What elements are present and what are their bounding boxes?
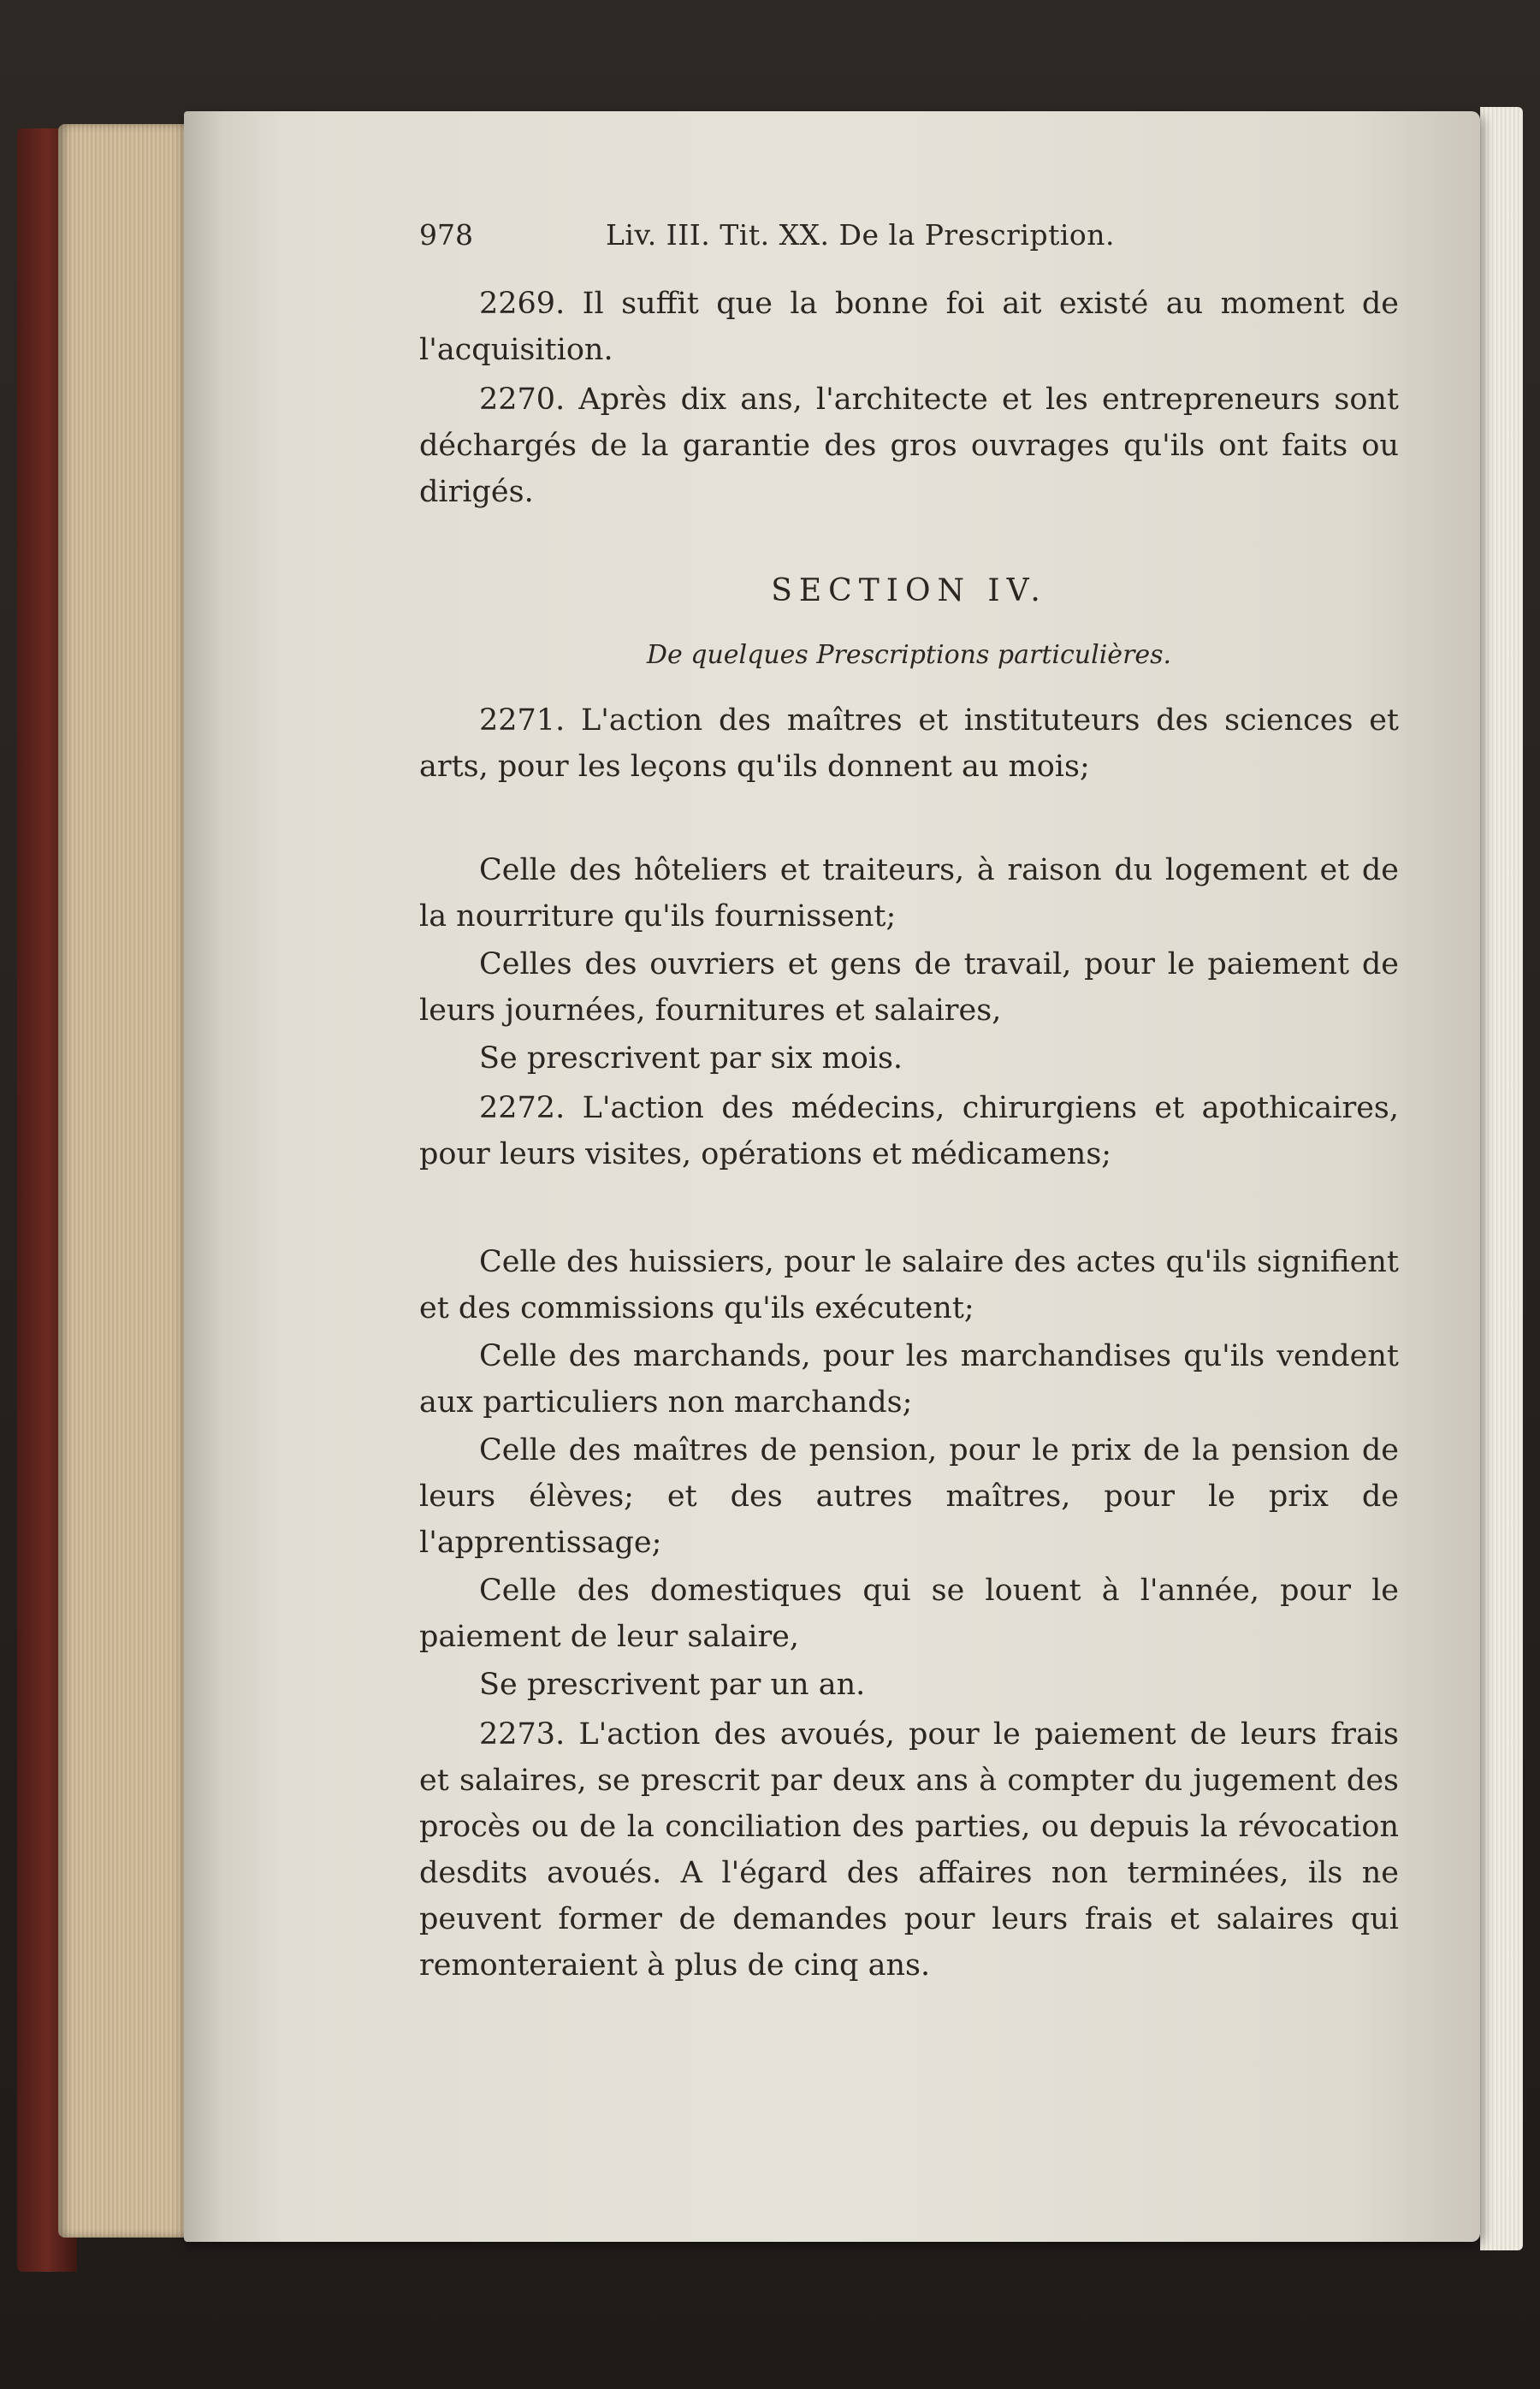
article-2273: 2273. L'action des avoués, pour le paiement de leurs frais et salaires, se prescrit par deux ans à compter du jugement des procès ou de la conciliation des parties, ou depuis la révocation desdits avoués. A l'égard des affaires non terminées, ils ne peuvent former de demandes pour leurs frais et salaires qui remonteraient à plus de cinq ans. [419,1717,1399,1983]
page-number: 978 [419,218,473,252]
article-2272-marchands: Celle des marchands, pour les marchandises qu'ils vendent aux particuliers non marchands; [419,1339,1399,1420]
article-2271-ouvriers: Celles des ouvriers et gens de travail, pour le paiement de leurs journées, fournitures et salaires, [419,947,1399,1028]
article-2269: 2269. Il suffit que la bonne foi ait existé au moment de l'acquisition. [419,287,1399,367]
right-page-edge [1480,107,1523,2250]
running-head: Liv. III. Tit. XX. De la Prescription. [606,218,1116,252]
article-2270: 2270. Après dix ans, l'architecte et les entrepreneurs sont déchargés de la garantie des gros ouvrages qu'ils ont faits ou dirigés. [419,382,1399,509]
page-header [419,218,1403,257]
article-2271-conclusion: Se prescrivent par six mois. [479,1041,903,1076]
section-title: SECTION IV. [771,573,1047,608]
article-2272: 2272. L'action des médecins, chirurgiens et apothicaires, pour leurs visites, opérations et médicamens; [419,1091,1399,1171]
article-2271-hoteliers: Celle des hôteliers et traiteurs, à raison du logement et de la nourriture qu'ils fournissent; [419,853,1399,934]
article-2272-domestiques: Celle des domestiques qui se louent à l'année, pour le paiement de leur salaire, [419,1574,1399,1654]
article-2272-conclusion: Se prescrivent par un an. [479,1668,866,1702]
article-2271: 2271. L'action des maîtres et instituteurs des sciences et arts, pour les leçons qu'ils donnent au mois; [419,703,1399,784]
article-2272-huissiers: Celle des huissiers, pour le salaire des actes qu'ils signifient et des commissions qu'ils exécutent; [419,1245,1399,1325]
section-subtitle: De quelques Prescriptions particulières. [646,640,1172,670]
article-2272-pension: Celle des maîtres de pension, pour le prix de la pension de leurs élèves; et des autres maîtres, pour le prix de l'apprentissage; [419,1433,1399,1560]
